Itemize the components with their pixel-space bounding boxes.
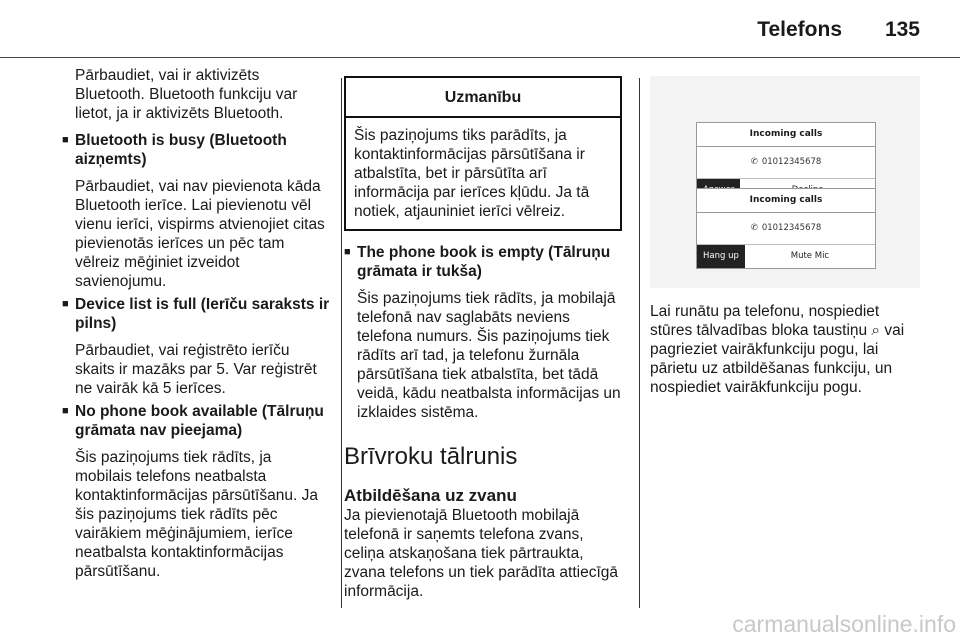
- bullet-square-icon: ■: [344, 246, 351, 258]
- caller-number: [697, 213, 875, 244]
- message-title: No phone book available (Tālruņu grāmata nav pieejama): [75, 403, 324, 439]
- panel-title: Incoming calls: [697, 189, 875, 213]
- hang-up-button: Hang up: [697, 245, 745, 268]
- running-header-title: Telefons: [757, 18, 842, 41]
- instruction-paragraph: Lai runātu pa telefonu, nospiediet stūres tālvadības bloka taustiņu ⌕ vai pagrieziet vairākfunkciju pogu, lai pārietu uz atbildēšanas funkciju, un nospiediet vairākfunkciju pogu.: [650, 303, 905, 396]
- caller-number-text: 01012345678: [761, 223, 822, 233]
- message-title: The phone book is empty (Tālruņu grāmata ir tukša): [357, 244, 611, 280]
- right-column: [650, 76, 920, 405]
- message-body: Šis paziņojums tiek rādīts, ja mobilais telefons neatbalsta kontaktinformācijas pārsūtīšanu. Ja šis paziņojums tiek rādīts pēc vairākiem mēģinājumiem, ierīce neatbalsta kontaktinformācijas pārsūtīšanu.: [75, 449, 318, 580]
- message-title: Bluetooth is busy (Bluetooth aizņemts): [75, 132, 287, 168]
- message-item: [344, 243, 622, 422]
- intro-paragraph: Pārbaudiet, vai ir aktivizēts Bluetooth. Bluetooth funkciju var lietot, ja ir aktivizēts Bluetooth.: [75, 67, 298, 122]
- caution-box: [344, 76, 622, 231]
- phone-icon: ✆: [750, 157, 758, 167]
- caution-body: Šis paziņojums tiks parādīts, ja kontaktinformācijas pārsūtīšana ir atbalstīta, bet ir pārsūtīta arī informācija par ierīces kļūdu. Ja tā notiek, atjauniniet ierīci vēlreiz.: [354, 127, 590, 220]
- message-body: Šis paziņojums tiek rādīts, ja mobilajā telefonā nav saglabāts neviens telefona numurs. Šis paziņojums tiek rādīts arī tad, ja telefonu žurnāla pārsūtīšana tiek atbalstīta, bet tādā veidā, kādu neatbalsta informācijas un izklaides sistēma.: [357, 290, 621, 421]
- caution-title: Uzmanību: [346, 78, 620, 118]
- panel-actions: [697, 244, 875, 268]
- message-item: [62, 295, 332, 398]
- message-body: Pārbaudiet, vai nav pievienota kāda Bluetooth ierīce. Lai pievienotu vēl vienu ierīci, vispirms atvienojiet citas pievienotās ierīces un pēc tam vēlreiz mēģiniet izveidot savienojumu.: [75, 178, 325, 290]
- phone-icon: ✆: [750, 223, 758, 233]
- incoming-call-figure: [650, 76, 920, 288]
- subsection-body: Ja pievienotajā Bluetooth mobilajā telefonā ir saņemts telefona zvans, celiņa atskaņošana tiek pārtraukta, zvana telefons un tiek parādīta attiecīgā informācija.: [344, 507, 619, 600]
- bullet-square-icon: ■: [62, 298, 69, 310]
- column-divider-2: [639, 78, 640, 608]
- column-divider-1: [341, 78, 342, 608]
- message-item: [62, 131, 332, 291]
- middle-column: [344, 76, 622, 609]
- active-call-panel: [696, 188, 876, 269]
- panel-title: Incoming calls: [697, 123, 875, 147]
- bullet-square-icon: ■: [62, 405, 69, 417]
- mute-mic-button: Mute Mic: [790, 251, 830, 261]
- caller-number: [697, 147, 875, 178]
- left-column: [62, 66, 332, 585]
- message-title: Device list is full (Ierīču saraksts ir pilns): [75, 296, 330, 332]
- caller-number-text: 01012345678: [761, 157, 822, 167]
- subsection-heading: Atbildēšana uz zvanu: [344, 486, 517, 505]
- page-number: 135: [884, 18, 920, 41]
- watermark: carmanualsonline.info: [732, 611, 956, 637]
- message-body: Pārbaudiet, vai reģistrēto ierīču skaits ir mazāks par 5. Var reģistrēt ne vairāk kā 5 ierīces.: [75, 342, 317, 397]
- message-item: [62, 402, 332, 581]
- bullet-square-icon: ■: [62, 134, 69, 146]
- section-heading: Brīvroku tālrunis: [344, 443, 518, 470]
- header-divider: [0, 57, 960, 58]
